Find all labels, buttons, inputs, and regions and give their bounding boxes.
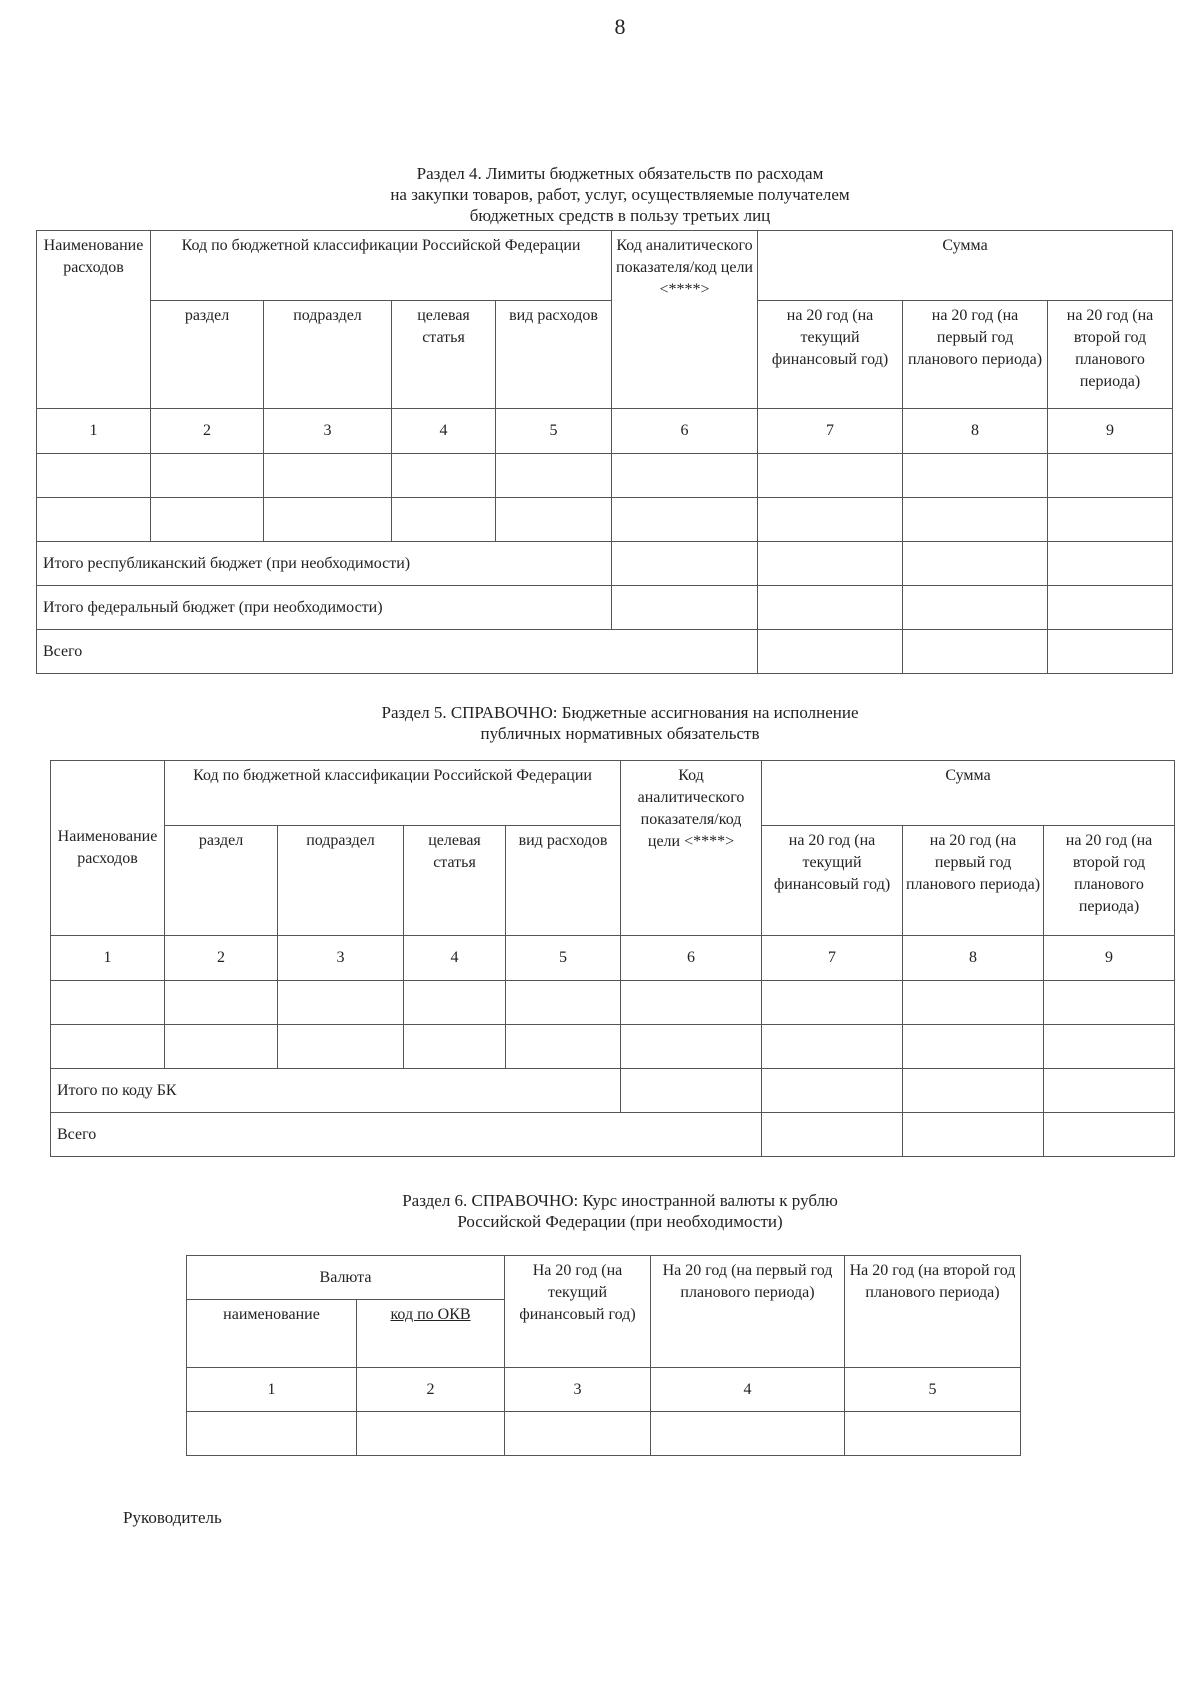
section4-title-line: бюджетных средств в пользу третьих лиц bbox=[469, 206, 771, 225]
col-number: 6 bbox=[621, 936, 762, 981]
col-number: 5 bbox=[845, 1368, 1021, 1412]
section5-title-line: публичных нормативных обязательств bbox=[480, 724, 760, 743]
col-number: 2 bbox=[165, 936, 278, 981]
table-row bbox=[37, 454, 1173, 498]
col-number: 4 bbox=[651, 1368, 845, 1412]
header-year-second: на 20 год (на второй год планового периода) bbox=[1044, 826, 1175, 936]
col-number: 6 bbox=[612, 409, 758, 454]
header-subsection: подраздел bbox=[278, 826, 404, 936]
col-number: 5 bbox=[496, 409, 612, 454]
total-federal-budget: Итого федеральный бюджет (при необходимости) bbox=[37, 586, 612, 630]
col-number: 4 bbox=[392, 409, 496, 454]
section6-title bbox=[330, 1190, 910, 1232]
col-number: 8 bbox=[903, 936, 1044, 981]
header-subsection: подраздел bbox=[264, 301, 392, 409]
section4-title-line: Раздел 4. Лимиты бюджетных обязательств по расходам bbox=[416, 164, 824, 183]
header-year-first: На 20 год (на первый год планового периода) bbox=[651, 1256, 845, 1368]
total-all: Всего bbox=[37, 630, 758, 674]
header-year-second: На 20 год (на второй год планового периода) bbox=[845, 1256, 1021, 1368]
table-row bbox=[187, 1412, 1021, 1456]
header-expense-type: вид расходов bbox=[506, 826, 621, 936]
col-number: 3 bbox=[278, 936, 404, 981]
header-name: Наименование расходов bbox=[37, 231, 151, 409]
col-number: 1 bbox=[51, 936, 165, 981]
col-number: 7 bbox=[762, 936, 903, 981]
total-by-bk-code: Итого по коду БК bbox=[51, 1069, 621, 1113]
col-number: 5 bbox=[506, 936, 621, 981]
col-number: 9 bbox=[1044, 936, 1175, 981]
section4-title bbox=[330, 163, 910, 226]
header-section: раздел bbox=[151, 301, 264, 409]
header-name: Наименование расходов bbox=[51, 761, 165, 936]
col-number: 3 bbox=[505, 1368, 651, 1412]
header-target-article: целевая статья bbox=[404, 826, 506, 936]
section5-title-line: Раздел 5. СПРАВОЧНО: Бюджетные ассигнования на исполнение bbox=[381, 703, 859, 722]
col-number: 9 bbox=[1048, 409, 1173, 454]
header-target-article: целевая статья bbox=[392, 301, 496, 409]
col-number: 8 bbox=[903, 409, 1048, 454]
header-year-second: на 20 год (на второй год планового периода) bbox=[1048, 301, 1173, 409]
header-sum: Сумма bbox=[758, 231, 1173, 301]
col-number: 7 bbox=[758, 409, 903, 454]
section5-title bbox=[320, 702, 920, 744]
header-analytic-code: Код аналитического показателя/код цели <****> bbox=[621, 761, 762, 936]
page-number: 8 bbox=[614, 14, 626, 39]
header-year-current: на 20 год (на текущий финансовый год) bbox=[758, 301, 903, 409]
total-all: Всего bbox=[51, 1113, 762, 1157]
header-expense-type: вид расходов bbox=[496, 301, 612, 409]
header-currency-name: наименование bbox=[187, 1300, 357, 1368]
col-number: 1 bbox=[187, 1368, 357, 1412]
section6-table bbox=[186, 1255, 1021, 1456]
header-year-current: На 20 год (на текущий финансовый год) bbox=[505, 1256, 651, 1368]
header-okv-code: код по ОКВ bbox=[357, 1300, 505, 1368]
header-year-first: на 20 год (на первый год планового периода) bbox=[903, 301, 1048, 409]
section4-table bbox=[36, 230, 1173, 674]
signer-label: Руководитель bbox=[123, 1508, 222, 1527]
table-row bbox=[37, 498, 1173, 542]
col-number: 2 bbox=[151, 409, 264, 454]
col-number: 3 bbox=[264, 409, 392, 454]
col-number: 1 bbox=[37, 409, 151, 454]
header-analytic-code: Код аналитического показателя/код цели <****> bbox=[612, 231, 758, 409]
section6-title-line: Раздел 6. СПРАВОЧНО: Курс иностранной валюты к рублю bbox=[402, 1191, 838, 1210]
header-year-current: на 20 год (на текущий финансовый год) bbox=[762, 826, 903, 936]
col-number: 2 bbox=[357, 1368, 505, 1412]
table-row bbox=[51, 981, 1175, 1025]
header-currency: Валюта bbox=[187, 1256, 505, 1300]
table-row bbox=[51, 1025, 1175, 1069]
total-republican-budget: Итого республиканский бюджет (при необходимости) bbox=[37, 542, 612, 586]
section6-title-line: Российской Федерации (при необходимости) bbox=[457, 1212, 783, 1231]
section5-table bbox=[50, 760, 1175, 1157]
col-number: 4 bbox=[404, 936, 506, 981]
header-bk-code: Код по бюджетной классификации Российской Федерации bbox=[151, 231, 612, 301]
header-sum: Сумма bbox=[762, 761, 1175, 826]
header-year-first: на 20 год (на первый год планового периода) bbox=[903, 826, 1044, 936]
header-bk-code: Код по бюджетной классификации Российской Федерации bbox=[165, 761, 621, 826]
header-section: раздел bbox=[165, 826, 278, 936]
section4-title-line: на закупки товаров, работ, услуг, осуществляемые получателем bbox=[390, 185, 850, 204]
